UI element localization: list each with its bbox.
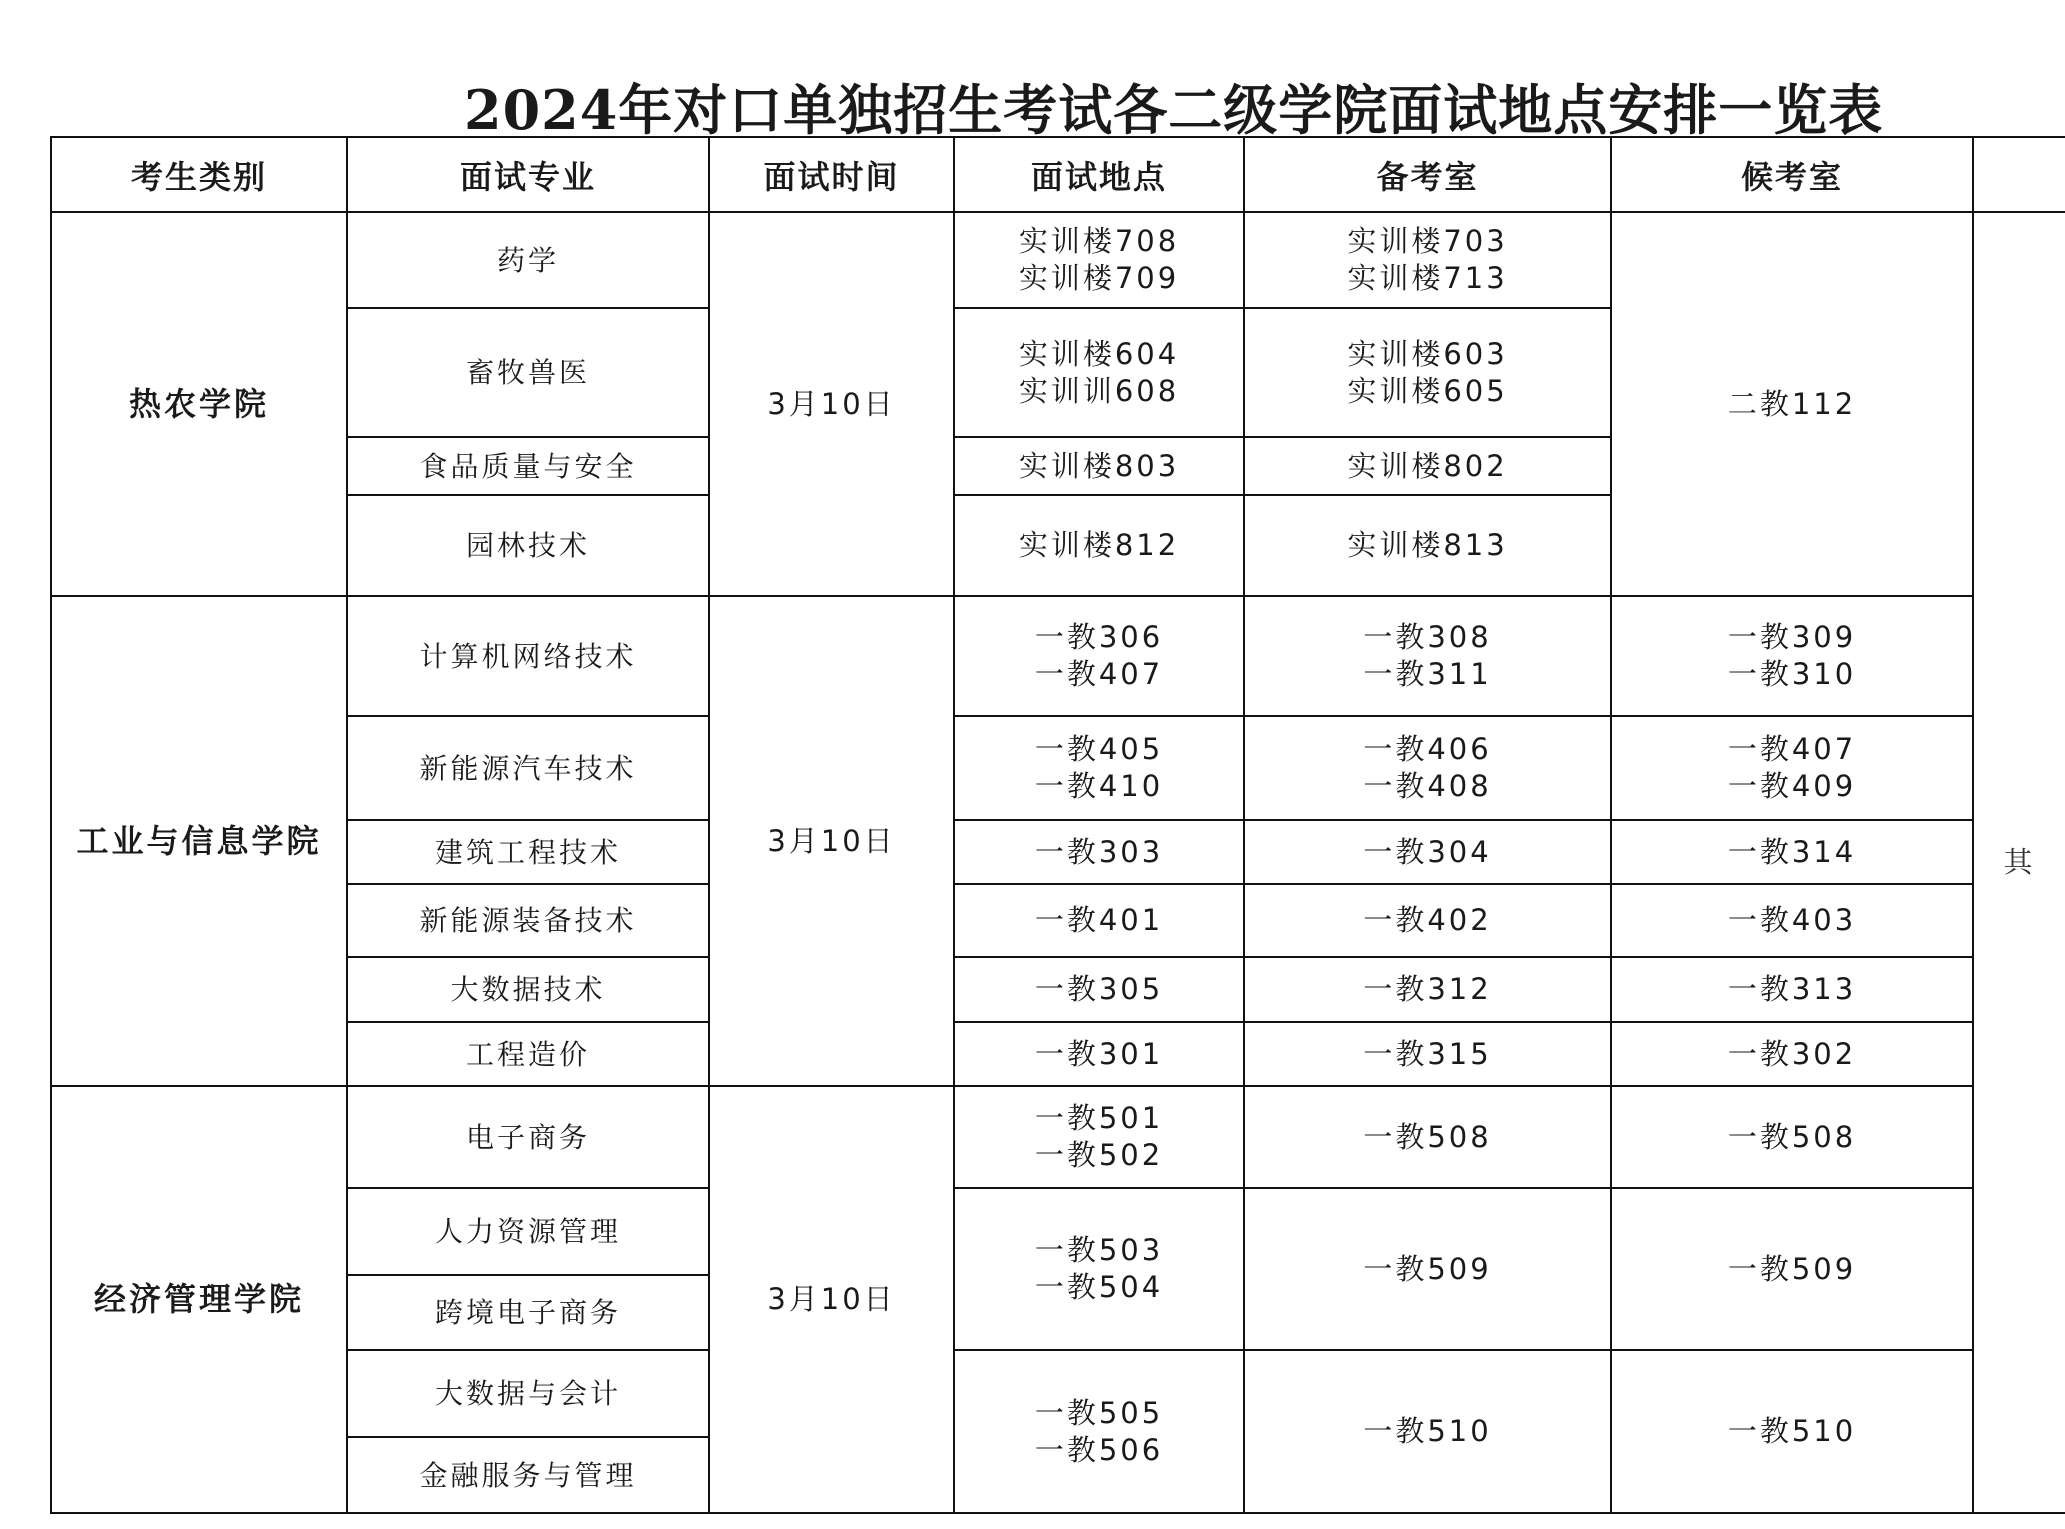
location-cell: 一教405 一教410: [954, 716, 1244, 820]
header-row: [51, 137, 2065, 212]
location-cell: 一教501 一教502: [954, 1086, 1244, 1188]
prep-room-cell: 实训楼603 实训楼605: [1244, 308, 1611, 437]
table-row: [51, 1022, 2065, 1086]
waiting-room-cell: 一教403: [1611, 884, 1973, 957]
prep-room-cell: 一教406 一教408: [1244, 716, 1611, 820]
major-cell: 新能源汽车技术: [347, 716, 709, 820]
table-row: [51, 957, 2065, 1022]
college-name: 工业与信息学院: [51, 596, 347, 1086]
major-cell: 药学: [347, 212, 709, 308]
major-cell: 人力资源管理: [347, 1188, 709, 1275]
college-name: 经济管理学院: [51, 1086, 347, 1513]
location-cell: 一教306 一教407: [954, 596, 1244, 716]
major-cell: 食品质量与安全: [347, 437, 709, 495]
waiting-room-cell: 一教407 一教409: [1611, 716, 1973, 820]
major-cell: 电子商务: [347, 1086, 709, 1188]
waiting-room-cell: 二教112: [1611, 212, 1973, 596]
waiting-room-cell: 一教302: [1611, 1022, 1973, 1086]
waiting-room-cell: 一教313: [1611, 957, 1973, 1022]
waiting-room-cell: 一教509: [1611, 1188, 1973, 1350]
interview-time: 3月10日: [709, 596, 954, 1086]
header-location: 面试地点: [954, 137, 1244, 212]
prep-room-cell: 一教304: [1244, 820, 1611, 884]
table-row: [51, 1350, 2065, 1437]
waiting-room-cell: 一教510: [1611, 1350, 1973, 1513]
waiting-room-cell: 一教314: [1611, 820, 1973, 884]
location-cell: 一教303: [954, 820, 1244, 884]
major-cell: 金融服务与管理: [347, 1437, 709, 1513]
major-cell: 建筑工程技术: [347, 820, 709, 884]
college-name: 热农学院: [51, 212, 347, 596]
header-extra: [1973, 137, 2065, 212]
table-row: [51, 1086, 2065, 1188]
prep-room-cell: 一教508: [1244, 1086, 1611, 1188]
table-row: [51, 716, 2065, 820]
prep-room-cell: 一教510: [1244, 1350, 1611, 1513]
prep-room-cell: 一教308 一教311: [1244, 596, 1611, 716]
table-row: [51, 1188, 2065, 1275]
location-cell: 实训楼803: [954, 437, 1244, 495]
table-row: [51, 212, 2065, 308]
prep-room-cell: 实训楼703 实训楼713: [1244, 212, 1611, 308]
header-waiting-room: 候考室: [1611, 137, 1973, 212]
table-row: [51, 596, 2065, 716]
major-cell: 大数据技术: [347, 957, 709, 1022]
major-cell: 新能源装备技术: [347, 884, 709, 957]
waiting-room-cell: 一教508: [1611, 1086, 1973, 1188]
page-title: 2024年对口单独招生考试各二级学院面试地点安排一览表: [464, 78, 1884, 142]
prep-room-cell: 一教509: [1244, 1188, 1611, 1350]
prep-room-cell: 一教402: [1244, 884, 1611, 957]
location-cell: 一教503 一教504: [954, 1188, 1244, 1350]
location-cell: 实训楼708 实训楼709: [954, 212, 1244, 308]
major-cell: 大数据与会计: [347, 1350, 709, 1437]
interview-schedule-table: [50, 136, 2065, 1514]
location-cell: 一教305: [954, 957, 1244, 1022]
table-row: [51, 820, 2065, 884]
location-cell: 一教401: [954, 884, 1244, 957]
waiting-room-cell: 一教309 一教310: [1611, 596, 1973, 716]
major-cell: 跨境电子商务: [347, 1275, 709, 1350]
header-category: 考生类别: [51, 137, 347, 212]
location-cell: 一教301: [954, 1022, 1244, 1086]
prep-room-cell: 实训楼813: [1244, 495, 1611, 596]
prep-room-cell: 一教315: [1244, 1022, 1611, 1086]
extra-column: [1973, 212, 2065, 1513]
major-cell: 畜牧兽医: [347, 308, 709, 437]
location-cell: 实训楼604 实训训608: [954, 308, 1244, 437]
interview-time: 3月10日: [709, 1086, 954, 1513]
header-prep-room: 备考室: [1244, 137, 1611, 212]
major-cell: 工程造价: [347, 1022, 709, 1086]
header-time: 面试时间: [709, 137, 954, 212]
extra-column-text: 其: [2003, 845, 2036, 879]
prep-room-cell: 一教312: [1244, 957, 1611, 1022]
prep-room-cell: 实训楼802: [1244, 437, 1611, 495]
table-row: [51, 884, 2065, 957]
major-cell: 计算机网络技术: [347, 596, 709, 716]
major-cell: 园林技术: [347, 495, 709, 596]
interview-time: 3月10日: [709, 212, 954, 596]
location-cell: 实训楼812: [954, 495, 1244, 596]
header-major: 面试专业: [347, 137, 709, 212]
location-cell: 一教505 一教506: [954, 1350, 1244, 1513]
